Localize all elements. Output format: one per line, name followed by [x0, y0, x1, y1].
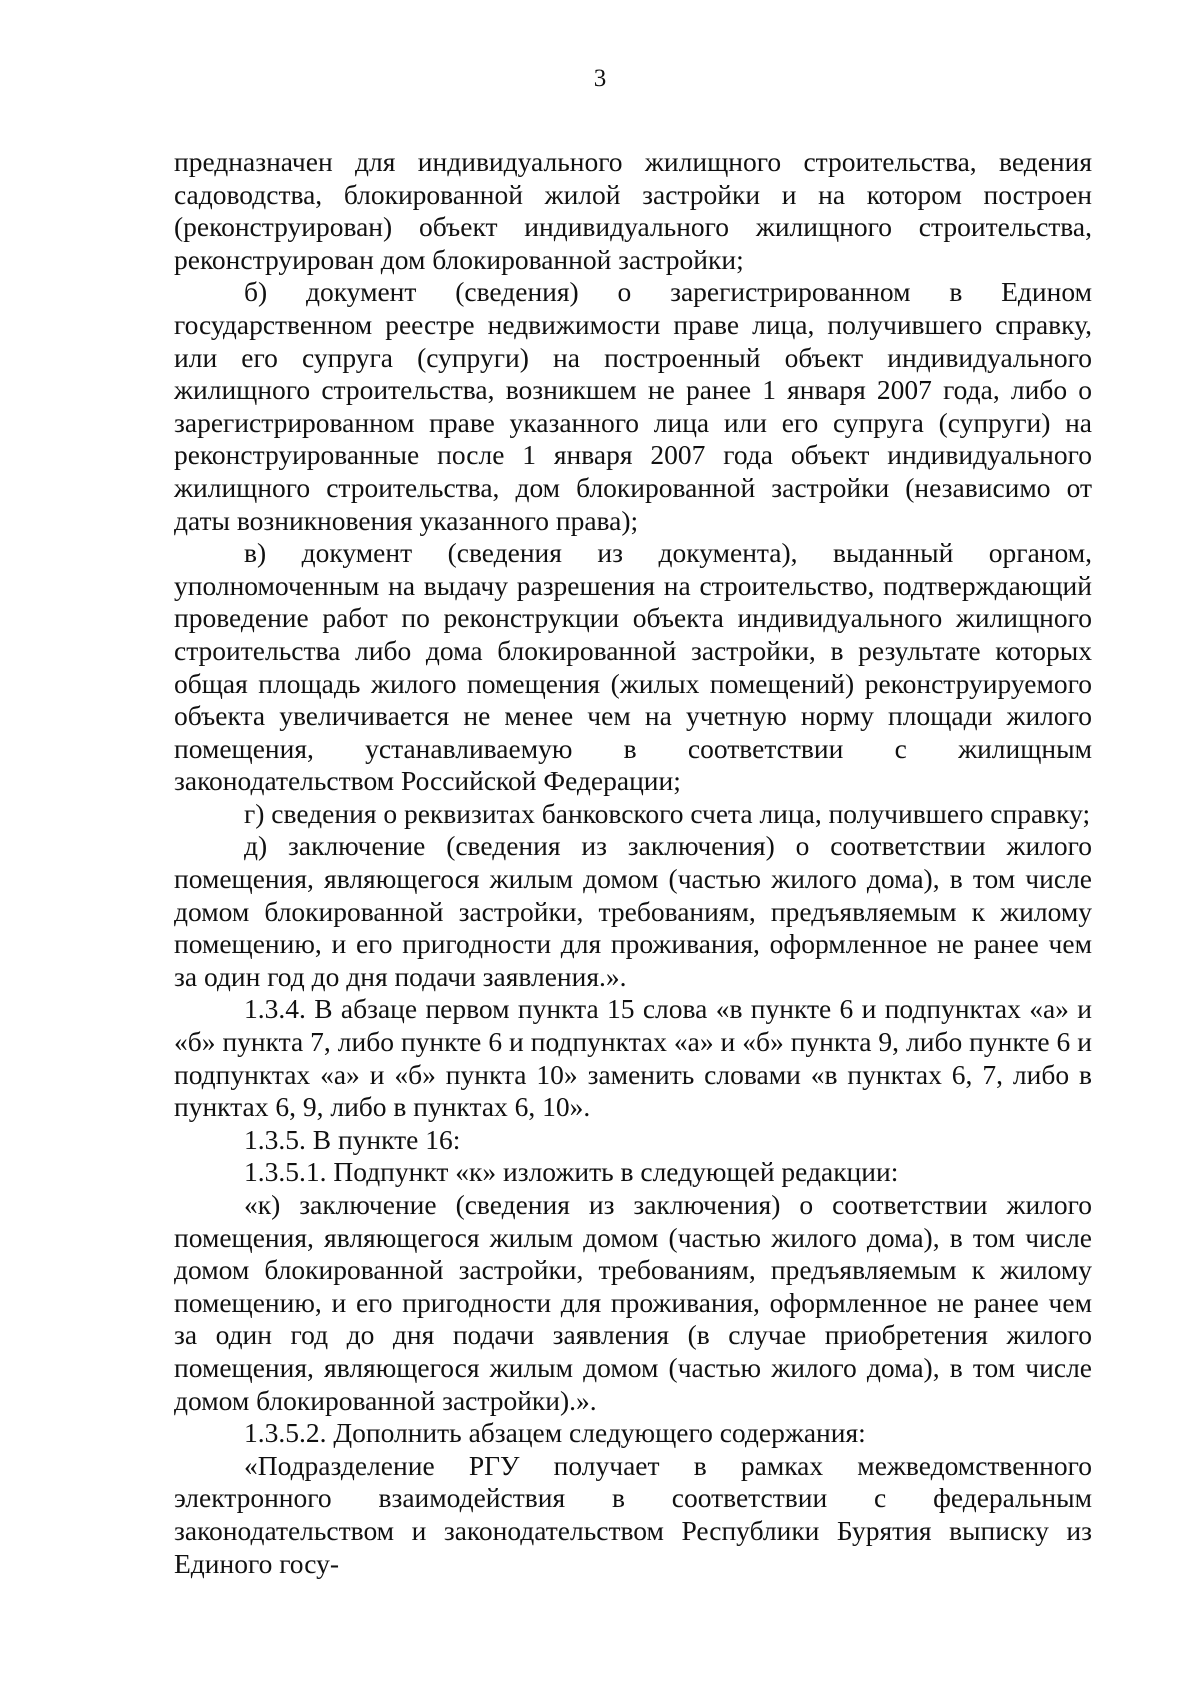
page-number: 3: [593, 65, 607, 92]
paragraph-item-g: г) сведения о реквизитах банковского счета лица, получившего справку;: [244, 797, 1091, 829]
paragraph-1-3-5: 1.3.5. В пункте 16:: [244, 1123, 461, 1155]
paragraph-continuation: предназначен для индивидуального жилищного строительства, ведения садоводства, блокированной жилой застройки и на котором построен (реконструирован) объект индивидуального жилищного строительства, реконструирован дом блокированной застройки;: [174, 146, 1092, 275]
paragraph-1-3-5-1: 1.3.5.1. Подпункт «к» изложить в следующей редакции:: [244, 1156, 899, 1188]
paragraph-item-d: д) заключение (сведения из заключения) о соответствии жилого помещения, являющегося жилым домом (частью жилого дома), в том числе домом блокированной застройки, требованиям, предъявляемым к жилому помещению, и его пригодности для проживания, оформленное не ранее чем за один год до дня подачи заявления.».: [174, 830, 1092, 992]
paragraph-item-b: б) документ (сведения) о зарегистрированном в Едином государственном реестре недвижимости праве лица, получившего справку, или его супруга (супруги) на построенный объект индивидуального жилищного строительства, возникшем не ранее 1 января 2007 года, либо о зарегистрированном праве указанного лица или его супруга (супруги) на реконструированные после 1 января 2007 года объект индивидуального жилищного строительства, дом блокированной застройки (независимо от даты возникновения указанного права);: [174, 276, 1092, 536]
paragraph-item-k: «к) заключение (сведения из заключения) о соответствии жилого помещения, являющегося жилым домом (частью жилого дома), в том числе домом блокированной застройки, требованиям, предъявляемым к жилому помещению, и его пригодности для проживания, оформленное не ранее чем за один год до дня подачи заявления (в случае приобретения жилого помещения, являющегося жилым домом (частью жилого дома), в том числе домом блокированной застройки).».: [174, 1189, 1092, 1416]
document-body: [174, 146, 1092, 1580]
paragraph-item-v: в) документ (сведения из документа), выданный органом, уполномоченным на выдачу разрешения на строительство, подтверждающий проведение работ по реконструкции объекта индивидуального жилищного строительства либо дома блокированной застройки, в результате которых общая площадь жилого помещения (жилых помещений) реконструируемого объекта увеличивается не менее чем на учетную норму площади жилого помещения, устанавливаемую в соответствии с жилищным законодательством Российской Федерации;: [174, 537, 1092, 797]
paragraph-rgu-text: «Подразделение РГУ получает в рамках межведомственного электронного взаимодействия в соответствии с федеральным законодательством и законодательством Республики Бурятия выписку из Единого госу-: [174, 1449, 1092, 1579]
paragraph-1-3-4: 1.3.4. В абзаце первом пункта 15 слова «в пункте 6 и подпунктах «а» и «б» пункта 7, либо пункте 6 и подпунктах «а» и «б» пункта 9, либо пункте 6 и подпунктах «а» и «б» пункта 10» заменить словами «в пунктах 6, 7, либо в пунктах 6, 9, либо в пунктах 6, 10».: [174, 993, 1092, 1123]
paragraph-1-3-5-2: 1.3.5.2. Дополнить абзацем следующего содержания:: [244, 1417, 866, 1449]
